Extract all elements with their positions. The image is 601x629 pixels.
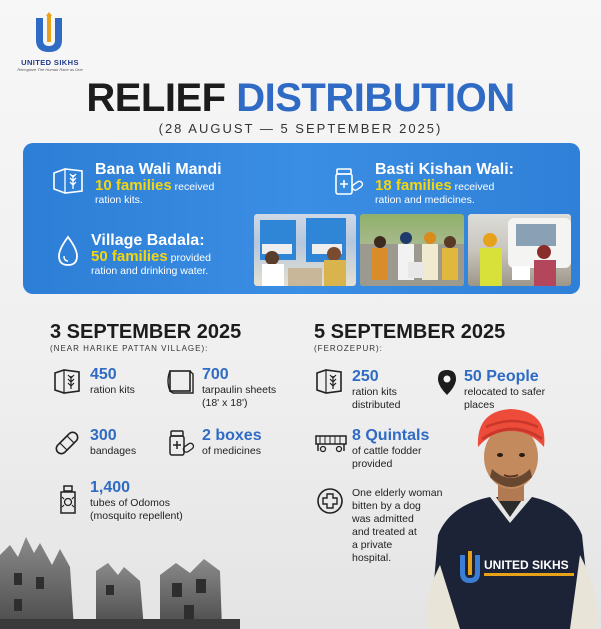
photo-van-distribution [468,214,571,286]
fodder-icon [314,430,348,454]
ration-sack-icon [52,367,82,395]
photo-ration-distribution [360,214,464,286]
medicine-icon [333,165,365,197]
note-line-5: a private [352,539,393,551]
medical-cross-icon [316,487,344,515]
volunteer-photo [420,405,601,629]
water-drop-icon [55,235,81,267]
united-sikhs-logo [10,12,90,74]
wheat-sack-icon [51,165,85,195]
tarpaulin-icon [166,367,196,395]
note-line-1: One elderly woman [352,487,443,499]
stat-odomos-label: tubes of Odomos [90,497,170,509]
stat-odomos-detail: (mosquito repellent) [90,510,183,522]
highlight-detail-1: ration kits. [95,194,143,206]
highlight-verb-1: received [171,181,215,193]
note-line-2: bitten by a dog [352,500,421,512]
medicine-box-icon [166,428,196,458]
highlight-count-3: 50 families [91,248,168,265]
highlight-count-1: 10 families [95,177,172,194]
sep5-heading: 5 SEPTEMBER 2025 [314,321,506,343]
stat-fodder-label: of cattle fodder [352,445,422,457]
stat-odomos-number: 1,400 [90,479,131,496]
highlight-place-1: Bana Wali Mandi [95,161,222,178]
stat-fodder-detail: provided [352,458,393,470]
sep3-heading: 3 SEPTEMBER 2025 [50,321,242,343]
highlight-detail-3: ration and drinking water. [91,265,209,277]
highlight-verb-3: provided [167,252,211,264]
stat-bandages-label: bandages [90,445,137,457]
highlight-line-2 [375,177,495,194]
stat-ration-kits-label: ration kits [90,384,135,396]
note-line-6: hospital. [352,552,392,564]
highlight-place-2: Basti Kishan Wali: [375,161,514,178]
stat-people-number: 50 People [464,368,539,385]
brand-name: UNITED SIKHS [21,58,79,67]
photo-medical-camp [254,214,356,286]
page-title [0,78,601,118]
highlight-count-2: 18 families [375,177,452,194]
highlight-detail-2: ration and medicines. [375,194,475,206]
highlight-verb-2: received [451,181,495,193]
united-sikhs-logo-icon [28,12,70,56]
stat-fz-ration-label: ration kits [352,386,397,398]
note-line-4: and treated at [352,526,417,538]
brand-tagline: Recognize The Human Race as One [17,67,83,72]
highlight-place-3: Village Badala: [91,232,205,249]
stat-ration-kits-number: 450 [90,366,117,383]
stat-people-label: relocated to safer [464,386,546,398]
shirt-brand-text: UNITED SIKHS [484,558,569,572]
sep5-subheading: (FEROZEPUR): [314,344,383,353]
stat-people-detail: places [464,399,495,411]
bandage-icon [52,428,82,458]
stat-tarpaulin-size: (18' x 18') [202,397,248,409]
location-pin-icon [436,368,458,396]
note-line-3: was admitted [352,513,414,525]
sep3-subheading: (NEAR HARIKE PATTAN VILLAGE): [50,344,209,353]
stat-bandages-number: 300 [90,427,117,444]
ruins-illustration [0,515,240,629]
stat-fz-ration-number: 250 [352,368,379,385]
repellent-tube-icon [56,484,80,516]
relief-photos [254,214,571,286]
title-part1: RELIEF [86,76,226,120]
highlight-line-3 [91,248,211,265]
highlight-line-1 [95,177,215,194]
stat-fz-ration-detail: distributed [352,399,401,411]
date-range: (28 AUGUST — 5 SEPTEMBER 2025) [158,121,443,136]
stat-medicines-number: 2 boxes [202,427,262,444]
ration-sack-icon [314,367,344,395]
highlights-card [23,143,580,294]
stat-tarpaulin-label: tarpaulin sheets [202,384,277,396]
title-part2: DISTRIBUTION [236,76,515,120]
stat-medicines-label: of medicines [202,445,261,457]
stat-fodder-number: 8 Quintals [352,427,430,444]
stat-tarpaulin-number: 700 [202,366,229,383]
